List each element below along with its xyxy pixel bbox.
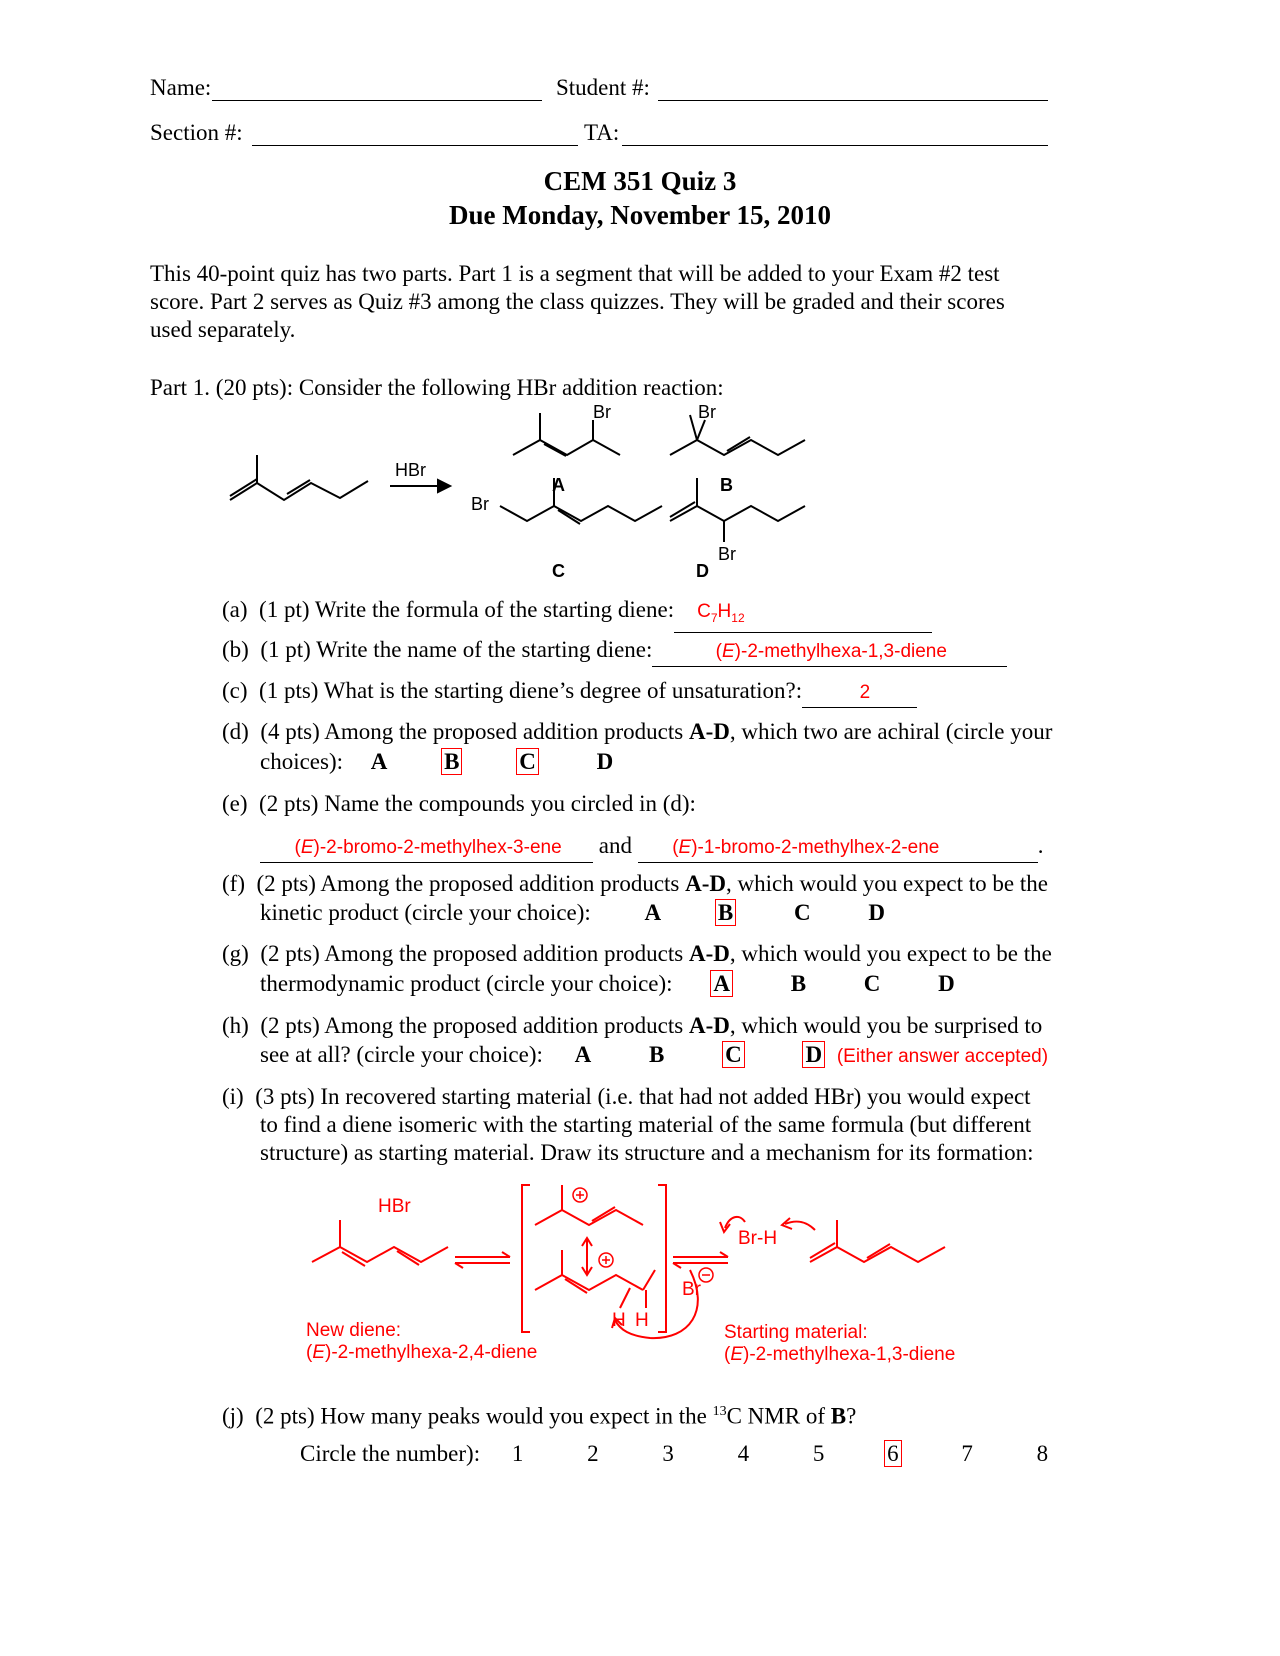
intro-line-3: used separately. — [150, 317, 296, 342]
ta-field[interactable] — [622, 145, 1048, 146]
mech-hbr: HBr — [378, 1196, 411, 1217]
new-diene-label: New diene: (E)-2-methylhexa-2,4-diene — [306, 1320, 538, 1363]
br-c: Br — [471, 494, 489, 514]
part1-heading: Part 1. (20 pts): Consider the following HBr addition reaction: — [150, 375, 724, 400]
answer-a: $C_7H_{12}$ — [697, 601, 745, 625]
choice-h-b[interactable]: B — [649, 1042, 665, 1067]
choice-d-c[interactable]: C — [516, 748, 539, 775]
question-h-choices: see at all? (circle your choice): A B C D (Either answer accepted) — [260, 1042, 1049, 1067]
question-g-choices: thermodynamic product (circle your choice): A B C D — [260, 971, 955, 996]
answer-b: (E)-2-methylhexa-1,3-diene — [715, 641, 947, 662]
choice-d-b[interactable]: B — [441, 748, 462, 775]
choice-f-b[interactable]: B — [715, 899, 736, 926]
ta-label: TA: — [584, 120, 620, 145]
quiz-title: CEM 351 Quiz 3 — [543, 166, 737, 196]
choice-g-a[interactable]: A — [710, 970, 733, 997]
question-i: (i) (3 pts) In recovered starting material (i.e. that had not added HBr) you would expect — [222, 1084, 1031, 1109]
question-i-line3: structure) as starting material. Draw its structure and a mechanism for its formation: — [260, 1140, 1034, 1165]
question-a: (a) (1 pt) Write the formula of the starting diene: $C_7H_{12}$ — [222, 596, 932, 633]
question-e-answers: (E)-2-bromo-2-methylhex-3-ene and (E)-1-bromo-2-methylhex-2-ene . — [260, 832, 1043, 863]
question-f: (f) (2 pts) Among the proposed addition products A-D, which would you expect to be the — [222, 871, 1048, 896]
section-label: Section #: — [150, 120, 243, 145]
question-h: (h) (2 pts) Among the proposed addition products A-D, which would you be surprised to — [222, 1013, 1043, 1038]
choice-j-3[interactable]: 3 — [662, 1441, 674, 1466]
student-number-label: Student #: — [556, 75, 650, 100]
hbr-reagent: HBr — [395, 460, 426, 480]
choice-g-b[interactable]: B — [790, 971, 807, 996]
label-a: A — [552, 475, 565, 495]
question-i-line2: to find a diene isomeric with the starting material of the same formula (but different — [260, 1112, 1032, 1137]
choice-f-d[interactable]: D — [868, 900, 886, 925]
label-b: B — [720, 475, 733, 495]
choice-j-1[interactable]: 1 — [511, 1441, 524, 1466]
choice-g-d[interactable]: D — [938, 971, 955, 996]
choice-f-a[interactable]: A — [644, 900, 662, 925]
choice-g-c[interactable]: C — [863, 971, 881, 996]
starting-material-label: Starting material: (E)-2-methylhexa-1,3-diene — [724, 1322, 956, 1365]
intro-line-1: This 40-point quiz has two parts. Part 1 is a segment that will be added to your Exam #2 test — [150, 261, 1000, 286]
choice-j-8[interactable]: 8 — [1036, 1441, 1049, 1466]
question-d: (d) (4 pts) Among the proposed addition products A-D, which two are achiral (circle your — [222, 719, 1053, 744]
answer-e-1: (E)-2-bromo-2-methylhex-3-ene — [294, 837, 562, 858]
intro-line-2: score. Part 2 serves as Quiz #3 among the class quizzes. They will be graded and their scores — [150, 289, 1005, 314]
br-b: Br — [698, 402, 716, 422]
question-b: (b) (1 pt) Write the name of the starting diene: (E)-2-methylhexa-1,3-diene — [222, 636, 1007, 667]
choice-d-d[interactable]: D — [596, 749, 614, 774]
choice-j-5[interactable]: 5 — [812, 1441, 825, 1466]
name-label: Name: — [150, 75, 212, 100]
choice-h-a[interactable]: A — [574, 1042, 592, 1067]
question-d-choices: choices): A B C D — [260, 749, 614, 774]
choice-d-a[interactable]: A — [370, 749, 388, 774]
choice-h-d[interactable]: D — [802, 1041, 825, 1068]
mech-br-minus: Br — [682, 1279, 701, 1300]
question-j: (j) (2 pts) How many peaks would you expect in the $^{13}$C NMR of B? — [222, 1403, 857, 1429]
choice-j-6[interactable]: 6 — [884, 1440, 902, 1467]
label-d: D — [696, 561, 709, 580]
mech-h2: H — [635, 1310, 649, 1331]
name-field[interactable] — [212, 100, 542, 101]
student-number-field[interactable] — [658, 100, 1048, 101]
answer-c: 2 — [859, 682, 871, 703]
choice-j-2[interactable]: 2 — [587, 1441, 599, 1466]
br-a: Br — [593, 402, 611, 422]
question-j-choices: Circle the number): 1 2 3 4 5 6 7 8 — [300, 1441, 1049, 1466]
section-field[interactable] — [252, 145, 578, 146]
choice-j-7[interactable]: 7 — [961, 1441, 973, 1466]
question-g: (g) (2 pts) Among the proposed addition products A-D, which would you expect to be the — [222, 941, 1052, 966]
br-d: Br — [718, 544, 736, 564]
note-h: (Either answer accepted) — [836, 1046, 1049, 1067]
choice-h-c[interactable]: C — [722, 1041, 745, 1068]
question-f-choices: kinetic product (circle your choice): A B C D — [260, 900, 886, 925]
question-c: (c) (1 pts) What is the starting diene’s degree of unsaturation?: 2 — [222, 677, 917, 708]
due-date: Due Monday, November 15, 2010 — [449, 200, 831, 230]
question-e: (e) (2 pts) Name the compounds you circled in (d): — [222, 791, 696, 816]
label-c: C — [552, 561, 565, 580]
choice-j-4[interactable]: 4 — [737, 1441, 750, 1466]
mech-br-h: Br-H — [738, 1228, 778, 1249]
reaction-scheme — [200, 400, 840, 580]
mech-h1: H — [612, 1310, 626, 1331]
choice-f-c[interactable]: C — [794, 900, 811, 925]
answer-e-2: (E)-1-bromo-2-methylhex-2-ene — [672, 837, 940, 858]
